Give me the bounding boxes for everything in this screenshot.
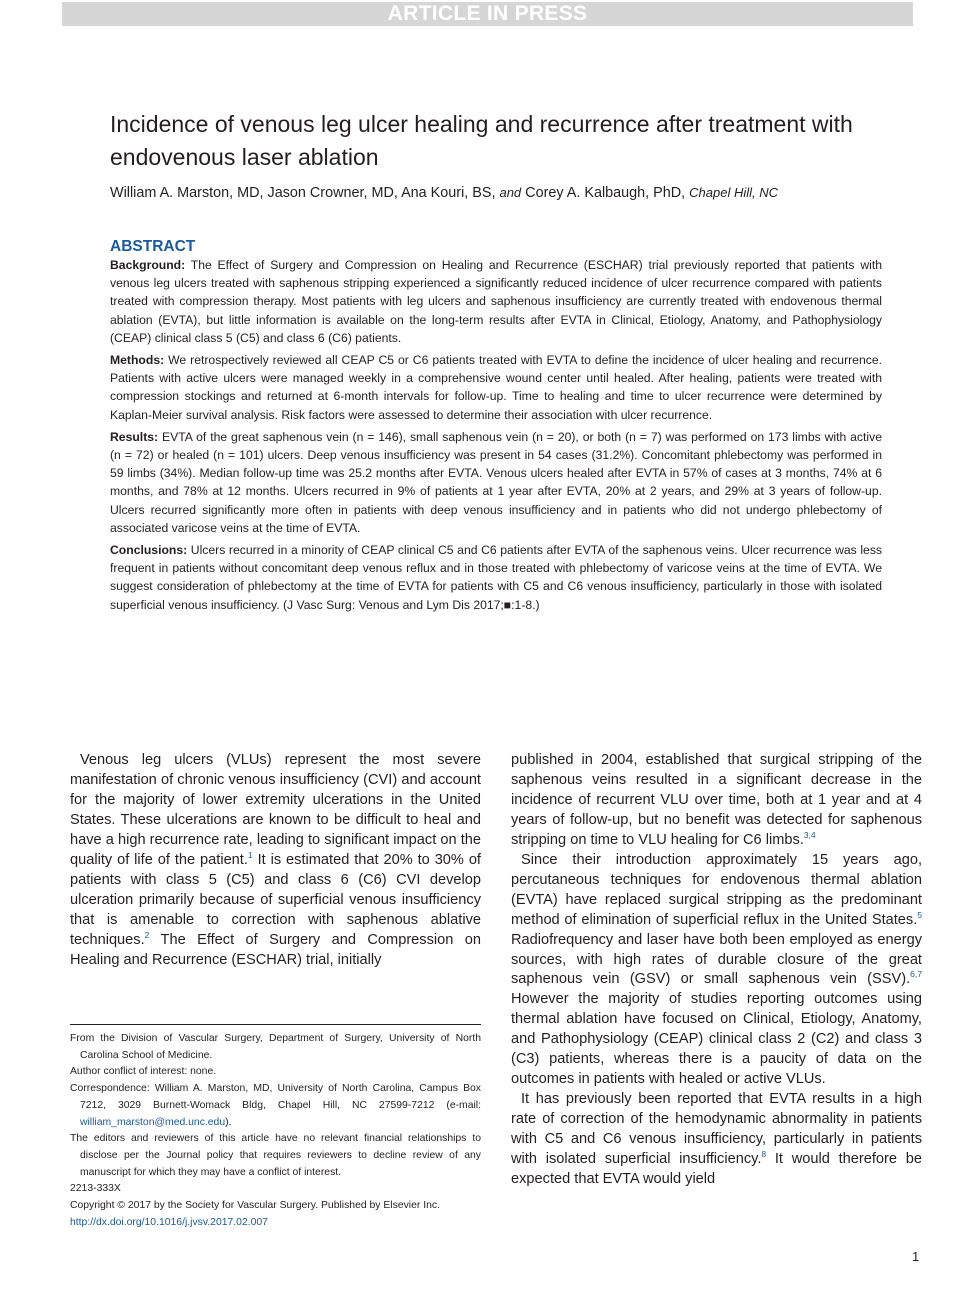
abstract-text: Ulcers recurred in a minority of CEAP clinical C5 and C6 patients after EVTA of the saphenous veins. Ulcer recurrence was less frequent in patients without concomitant deep venous reflux and in those treated with phlebectomy of varicose veins at the time of EVTA. We suggest consideration of phlebectomy at the time of EVTA for patients with C5 and C6 venous insufficiency, particularly in those with isolated superficial venous insufficiency. (J Vasc Surg: Venous and Lym Dis 2017;■:1-8.) bbox=[110, 543, 883, 612]
abstract-heading: ABSTRACT bbox=[110, 238, 196, 255]
doi-link[interactable]: http://dx.doi.org/10.1016/j.jvsv.2017.02.007 bbox=[70, 1216, 268, 1228]
body-column-right bbox=[511, 751, 922, 1190]
abstract-methods bbox=[110, 351, 882, 424]
reference-link[interactable]: 2 bbox=[144, 929, 150, 940]
body-text: Radiofrequency and laser have both been employed as energy sources, with high rates of durable closure of the great saphenous vein (GSV) or small saphenous vein (SSV). bbox=[511, 931, 922, 988]
correspondence-end: ). bbox=[225, 1116, 232, 1128]
reference-link[interactable]: 6,7 bbox=[910, 969, 922, 980]
abstract-results bbox=[110, 428, 882, 537]
author-location: Chapel Hill, NC bbox=[689, 185, 779, 200]
authors-main: William A. Marston, MD, Jason Crowner, MD, Ana Kouri, BS, bbox=[110, 185, 496, 201]
body-text: It has previously been reported that EVTA results in a high rate of correction of the hemodynamic abnormality in patients with C5 and C6 venous insufficiency, particularly in patients with isolated superficial insufficiency. bbox=[511, 1091, 922, 1168]
abstract-conclusions bbox=[110, 541, 882, 614]
body-paragraph bbox=[70, 751, 481, 970]
footnote-copyright: Copyright © 2017 by the Society for Vascular Surgery. Published by Elsevier Inc. bbox=[70, 1200, 440, 1212]
footnote-correspondence bbox=[70, 1081, 481, 1131]
body-text: It would therefore be expected that EVTA would yield bbox=[511, 1151, 922, 1188]
abstract-background bbox=[110, 256, 882, 347]
body-text: The Effect of Surgery and Compression on Healing and Recurrence (ESCHAR) trial, initially bbox=[70, 931, 481, 968]
body-paragraph bbox=[511, 851, 922, 1090]
abstract-label: Results: bbox=[110, 429, 159, 444]
body-column-left bbox=[70, 751, 481, 970]
footnote-affiliation: From the Division of Vascular Surgery, Department of Surgery, University of North Carolina School of Medicine. bbox=[70, 1033, 481, 1061]
reference-link[interactable]: 5 bbox=[917, 909, 922, 920]
reference-link[interactable]: 8 bbox=[761, 1149, 767, 1160]
body-text: Since their introduction approximately 15 years ago, percutaneous techniques for endovenous thermal ablation (EVTA) have replaced surgical stripping as the predominant method of elimination of superficial reflux in the United States. bbox=[511, 851, 922, 928]
abstract-text: We retrospectively reviewed all CEAP C5 or C6 patients treated with EVTA to define the incidence of ulcer healing and recurrence. Patients with active ulcers were managed weekly in a comprehensive wound center until healed. After healing, patients were treated with compression stockings and returned at 6-month intervals for follow-up. Time to healing and time to ulcer recurrence were determined by Kaplan-Meier survival analysis. Risk factors were assessed to determine their association with ulcer recurrence. bbox=[110, 353, 882, 422]
footnote-doi bbox=[70, 1215, 481, 1232]
body-text: It is estimated that 20% to 30% of patients with class 5 (C5) and class 6 (C6) CVI develop ulceration primarily because of superficial venous insufficiency that is amenable to correction with saphenous ablative techniques. bbox=[70, 851, 481, 948]
footnote-divider bbox=[70, 1024, 481, 1025]
abstract bbox=[110, 238, 882, 618]
body-text: Venous leg ulcers (VLUs) represent the most severe manifestation of chronic venous insufficiency (CVI) and account for the majority of lower extremity ulcerations in the United States. These ulcerations are known to be difficult to heal and have a high recurrence rate, leading to significant impact on the quality of life of the patient. bbox=[70, 752, 481, 868]
abstract-label: Background: bbox=[110, 258, 186, 272]
author-line bbox=[110, 183, 910, 203]
article-in-press-banner: ARTICLE IN PRESS bbox=[62, 2, 913, 26]
footnote-editors: The editors and reviewers of this article have no relevant financial relationships to disclose per the Journal policy that requires reviewers to decline review of any manuscript for which they may have a conflict of interest. bbox=[70, 1133, 481, 1178]
abstract-text: The Effect of Surgery and Compression on Healing and Recurrence (ESCHAR) trial previously reported that patients with venous leg ulcers treated with saphenous stripping experienced a significantly reduced incidence of ulcer recurrence compared with patients treated with compression therapy. Most patients with leg ulcers and saphenous insufficiency are currently treated with endovenous thermal ablation (EVTA), but little information is available on the long-term results after EVTA in Clinical, Etiology, Anatomy, and Pathophysiology (CEAP) clinical class 5 (C5) and class 6 (C6) patients. bbox=[110, 258, 882, 345]
correspondence-text: Correspondence: William A. Marston, MD, University of North Carolina, Campus Box 7212, 3029 Burnett-Womack Bldg, Chapel Hill, NC 27599-7212 (e-mail: bbox=[70, 1083, 481, 1111]
authors-last: Corey A. Kalbaugh, PhD, bbox=[525, 185, 686, 201]
authors-and: and bbox=[499, 185, 522, 200]
body-text: published in 2004, established that surgical stripping of the saphenous veins resulted in a significant decrease in the incidence of recurrent VLU over time, both at 1 year and at 4 years of follow-up, but no benefit was detected for saphenous stripping on time to VLU healing for C6 limbs. bbox=[511, 752, 922, 848]
reference-link[interactable]: 1 bbox=[247, 849, 253, 860]
body-text: However the majority of studies reporting outcomes using thermal ablation have focused on Clinical, Etiology, Anatomy, and Pathophysiology (CEAP) clinical class 2 (C2) and class 3 (C3) patients, whereas there is a paucity of data on the outcomes in patients with healed or active VLUs. bbox=[511, 991, 922, 1088]
article-title: Incidence of venous leg ulcer healing and recurrence after treatment with endovenous laser ablation bbox=[110, 111, 853, 170]
footnote-issn: 2213-333X bbox=[70, 1183, 121, 1195]
abstract-label: Methods: bbox=[110, 353, 165, 368]
page-number: 1 bbox=[912, 1249, 920, 1264]
footnote-conflict: Author conflict of interest: none. bbox=[70, 1066, 217, 1078]
reference-link[interactable]: 3,4 bbox=[803, 829, 816, 840]
abstract-label: Conclusions: bbox=[110, 543, 188, 558]
abstract-text: EVTA of the great saphenous vein (n = 146), small saphenous vein (n = 20), or both (n = 7) was performed on 173 limbs with active (n = 72) or healed (n = 101) ulcers. Deep venous insufficiency was present in 54 cases (31.2%). Concomitant phlebectomy was performed in 59 limbs (34%). Median follow-up time was 25.2 months after EVTA. Venous ulcers healed after EVTA in 57% of cases at 3 months, 74% at 6 months, and 78% at 12 months. Ulcers recurred in 9% of patients at 1 year after EVTA, 20% at 2 years, and 29% at 3 years of follow-up. Ulcers recurred significantly more often in patients with deep venous insufficiency and in patients who did not undergo phlebectomy of associated varicose veins at the time of EVTA. bbox=[110, 429, 882, 535]
body-paragraph bbox=[511, 751, 922, 851]
email-link[interactable]: william_marston@med.unc.edu bbox=[80, 1116, 226, 1128]
footnotes bbox=[70, 1031, 481, 1231]
body-paragraph bbox=[511, 1090, 922, 1190]
